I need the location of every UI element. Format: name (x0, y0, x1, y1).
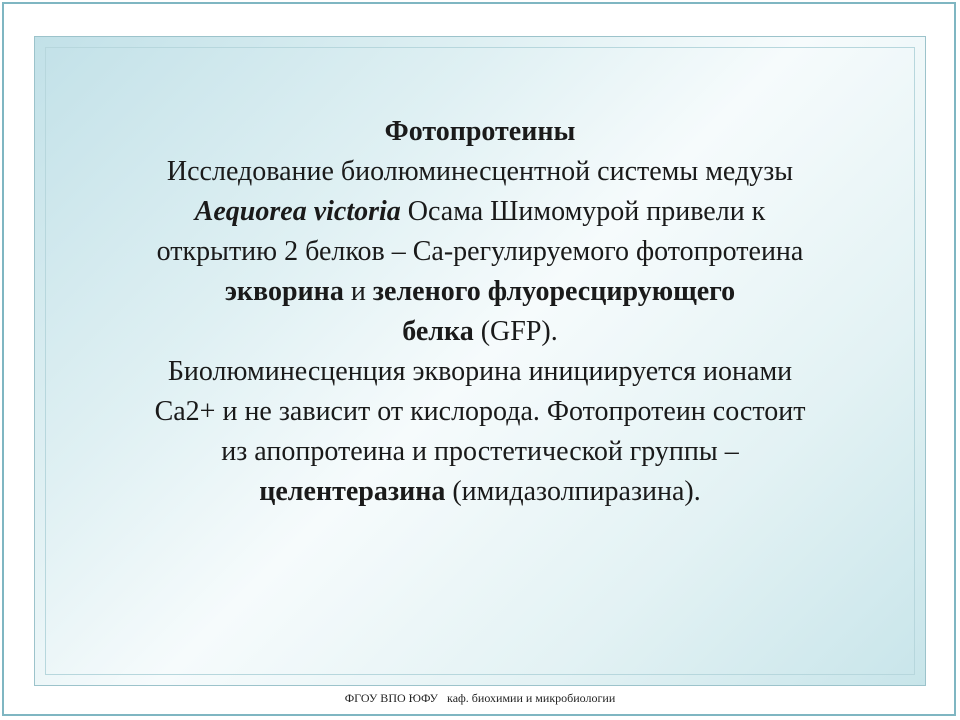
footer-dept: каф. биохимии и микробиологии (447, 691, 616, 705)
paragraph-2-line-3: из апопротеина и простетической группы – (221, 436, 739, 467)
slide-title: Фотопротеины (384, 116, 576, 147)
slide-footer (0, 691, 960, 706)
paragraph-1-line-2-text: Осама Шимомурой привели к (400, 196, 766, 227)
paragraph-1-line-5 (0, 312, 960, 352)
term-coelenterazine: целентеразина (259, 476, 446, 507)
paragraph-1-line-3: открытию 2 белков – Са-регулируемого фотопротеина (156, 236, 804, 267)
term-gfp-part-2: белка (402, 316, 474, 347)
paragraph-1-line-2 (0, 192, 960, 232)
paragraph-2-line-2: Са2+ и не зависит от кислорода. Фотопротеин состоит (154, 396, 806, 427)
gfp-abbreviation: (GFP). (473, 316, 558, 347)
slide-content (0, 112, 960, 512)
paragraph-2-line-4 (0, 472, 960, 512)
coelenterazine-note: (имидазолпиразина). (445, 476, 701, 507)
paragraph-1-line-4 (0, 272, 960, 312)
conjunction: и (343, 276, 373, 307)
footer-org: ФГОУ ВПО ЮФУ (344, 691, 439, 705)
paragraph-1-line-1: Исследование биолюминесцентной системы медузы (166, 156, 794, 187)
paragraph-2-line-1: Биолюминесценция экворина инициируется ионами (167, 356, 793, 387)
term-gfp-part-1: зеленого флуоресцирующего (372, 276, 736, 307)
species-name: Aequorea victoria (194, 196, 401, 227)
term-aequorin: экворина (224, 276, 344, 307)
